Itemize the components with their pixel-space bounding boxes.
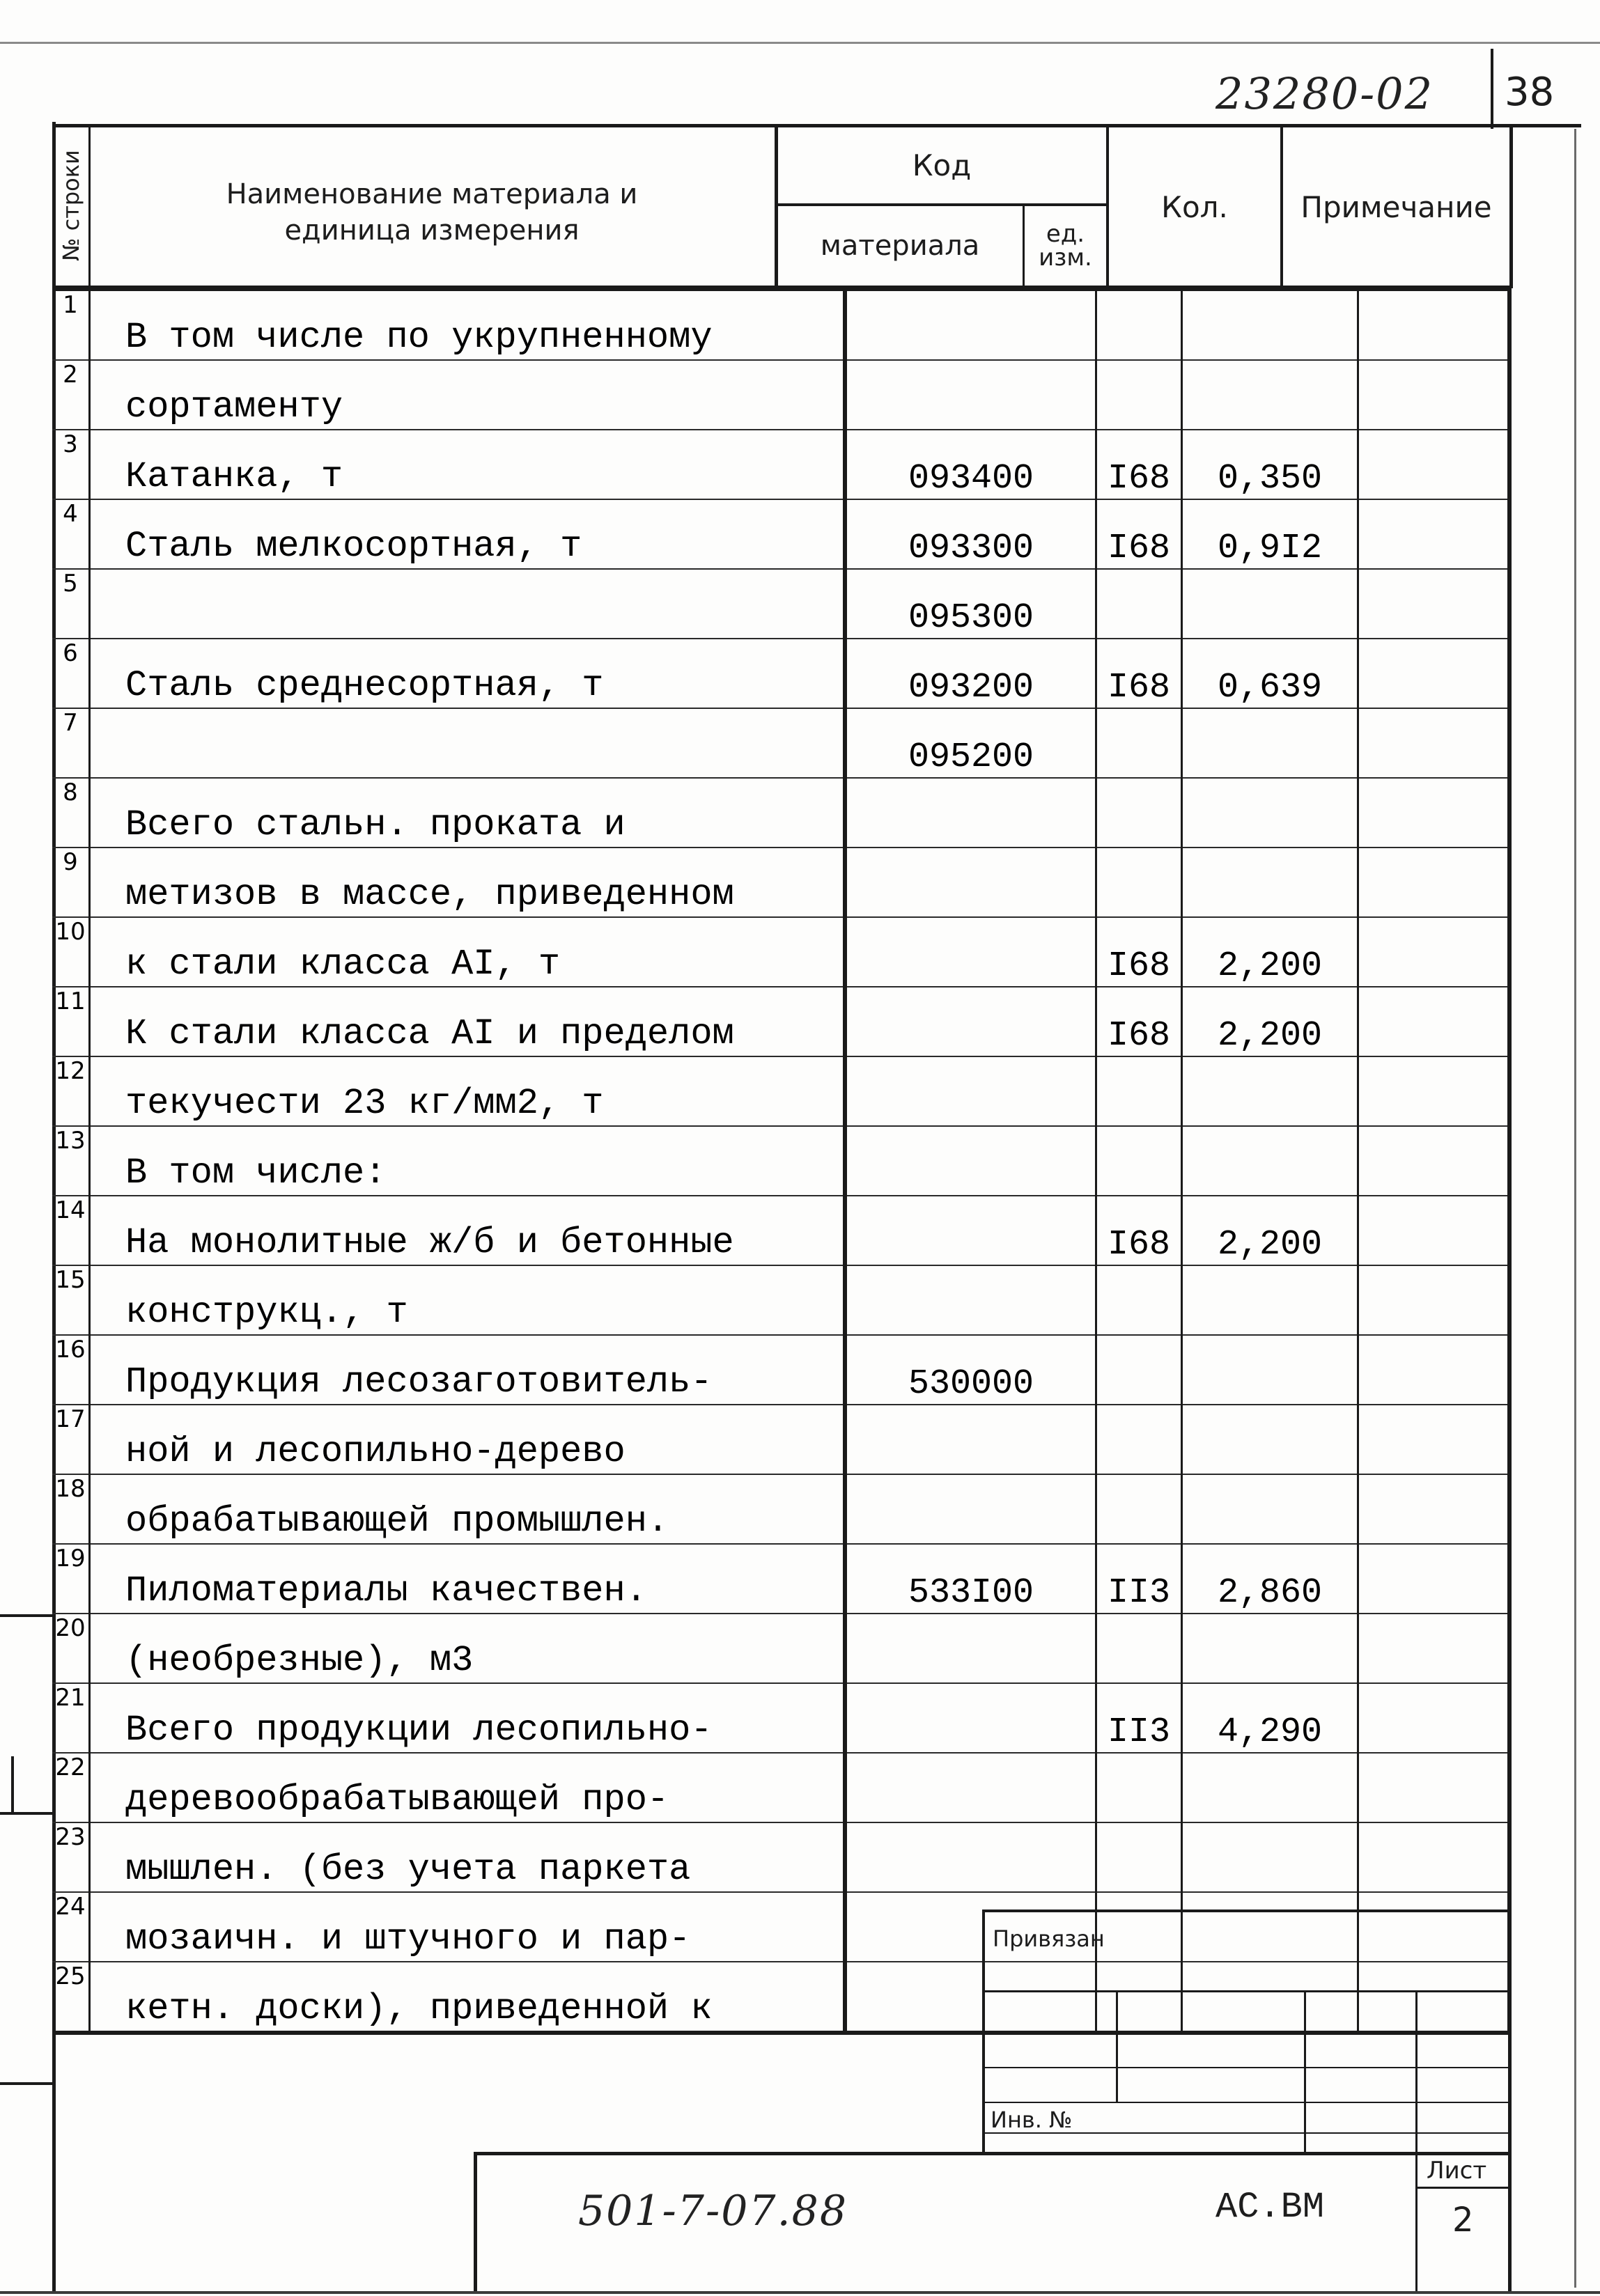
unit-code-cell xyxy=(1096,1405,1182,1474)
stamp-vline-1 xyxy=(1116,1992,1118,2103)
material-name-cell: В том числе по укрупненному xyxy=(90,290,846,360)
unit-code-cell: I68 xyxy=(1096,987,1182,1056)
quantity-cell xyxy=(1182,848,1358,917)
note-cell xyxy=(1358,430,1510,499)
stamp-rule-3 xyxy=(984,2067,1512,2068)
main-stamp-left-line xyxy=(474,2152,477,2291)
quantity-cell xyxy=(1182,1056,1358,1126)
material-name-cell xyxy=(90,708,846,778)
table-row xyxy=(52,430,1509,499)
material-name-cell: Катанка, т xyxy=(90,430,846,499)
row-number-cell: 14 xyxy=(52,1196,90,1265)
note-cell xyxy=(1358,639,1510,708)
note-cell xyxy=(1358,290,1510,360)
note-cell xyxy=(1358,569,1510,639)
sheet-cell-rule xyxy=(1415,2187,1512,2189)
quantity-cell: 0,639 xyxy=(1182,639,1358,708)
material-code-cell xyxy=(845,1614,1096,1683)
quantity-cell xyxy=(1182,1335,1358,1405)
material-name-cell: мышлен. (без учета паркета xyxy=(90,1822,846,1892)
material-code-cell xyxy=(845,1265,1096,1335)
quantity-cell: 0,9I2 xyxy=(1182,499,1358,569)
unit-code-cell: I68 xyxy=(1096,917,1182,987)
quantity-cell: 2,200 xyxy=(1182,1196,1358,1265)
unit-code-cell xyxy=(1096,569,1182,639)
quantity-cell xyxy=(1182,1753,1358,1822)
table-row xyxy=(52,1614,1509,1683)
stamp-rule-4 xyxy=(984,2102,1512,2103)
note-cell xyxy=(1358,1892,1510,1962)
row-number-cell: 16 xyxy=(52,1335,90,1405)
note-cell xyxy=(1358,1962,1510,2033)
row-number-cell: 6 xyxy=(52,639,90,708)
name-column-header: Наименование материала и единица измерения xyxy=(226,178,638,247)
table-row xyxy=(52,1405,1509,1474)
unit-code-cell xyxy=(1096,1265,1182,1335)
material-code-cell xyxy=(845,778,1096,848)
table-row xyxy=(52,1265,1509,1335)
code-column-header: Код xyxy=(912,148,972,182)
note-cell xyxy=(1358,1265,1510,1335)
note-cell xyxy=(1358,1544,1510,1614)
material-code-cell xyxy=(845,1753,1096,1822)
hdr-vline-6 xyxy=(1509,124,1513,288)
quantity-cell xyxy=(1182,1892,1358,1962)
quantity-cell xyxy=(1182,1265,1358,1335)
hdr-vline-1 xyxy=(88,124,91,288)
unit-code-cell: I68 xyxy=(1096,430,1182,499)
drawing-mark: АС.ВМ xyxy=(1215,2187,1325,2228)
material-name-cell: (необрезные), м3 xyxy=(90,1614,846,1683)
material-code-cell: 533I00 xyxy=(845,1544,1096,1614)
row-number-cell: 12 xyxy=(52,1056,90,1126)
material-code-cell xyxy=(845,1683,1096,1753)
unit-code-cell xyxy=(1096,1962,1182,2033)
row-number-cell: 15 xyxy=(52,1265,90,1335)
note-header: Примечание xyxy=(1300,190,1492,224)
material-code-cell xyxy=(845,848,1096,917)
page-number: 38 xyxy=(1505,70,1555,115)
table-row xyxy=(52,1474,1509,1544)
table-row xyxy=(52,1544,1509,1614)
stamp-right-line xyxy=(1508,1873,1512,2291)
row-number-cell: 8 xyxy=(52,778,90,848)
table-row xyxy=(52,708,1509,778)
top-frame-line xyxy=(0,42,1600,44)
margin-tick-3 xyxy=(0,2082,54,2085)
material-code-cell xyxy=(845,290,1096,360)
unit-code-cell xyxy=(1096,1822,1182,1892)
note-cell xyxy=(1358,778,1510,848)
material-code-cell xyxy=(845,1196,1096,1265)
stamp-rule-2 xyxy=(984,2032,1512,2033)
quantity-cell xyxy=(1182,1126,1358,1196)
stamp-rule-1 xyxy=(984,1990,1512,1992)
unit-code-cell xyxy=(1096,1056,1182,1126)
note-cell xyxy=(1358,360,1510,430)
note-cell xyxy=(1358,1056,1510,1126)
material-name-cell: метизов в массе, приведенном xyxy=(90,848,846,917)
material-name-cell: Продукция лесозаготовитель- xyxy=(90,1335,846,1405)
row-number-cell: 3 xyxy=(52,430,90,499)
material-name-cell: мозаичн. и штучного и пар- xyxy=(90,1892,846,1962)
materials-table-body xyxy=(52,290,1509,2033)
material-name-cell: На монолитные ж/б и бетонные xyxy=(90,1196,846,1265)
material-code-cell: 093400 xyxy=(845,430,1096,499)
table-row xyxy=(52,360,1509,430)
quantity-cell: 2,200 xyxy=(1182,987,1358,1056)
material-name-cell: Всего стальн. проката и xyxy=(90,778,846,848)
row-number-cell: 5 xyxy=(52,569,90,639)
note-cell xyxy=(1358,1405,1510,1474)
table-row xyxy=(52,917,1509,987)
material-code-cell: 095300 xyxy=(845,569,1096,639)
row-number-cell: 9 xyxy=(52,848,90,917)
material-code-cell xyxy=(845,1962,1096,2033)
unit-code-cell: II3 xyxy=(1096,1683,1182,1753)
row-number-cell: 20 xyxy=(52,1614,90,1683)
document-number: 23280-02 xyxy=(1215,68,1434,119)
table-row xyxy=(52,290,1509,360)
project-code: 501-7-07.88 xyxy=(578,2187,848,2235)
quantity-cell: 2,200 xyxy=(1182,917,1358,987)
stamp-vline-2 xyxy=(1304,1992,1306,2152)
row-number-cell: 10 xyxy=(52,917,90,987)
quantity-cell xyxy=(1182,778,1358,848)
material-name-cell: Всего продукции лесопильно- xyxy=(90,1683,846,1753)
row-number-cell: 24 xyxy=(52,1892,90,1962)
row-number-cell: 18 xyxy=(52,1474,90,1544)
quantity-cell xyxy=(1182,569,1358,639)
material-name-cell: конструкц., т xyxy=(90,1265,846,1335)
quantity-cell xyxy=(1182,290,1358,360)
page-number-divider xyxy=(1491,49,1493,129)
quantity-cell xyxy=(1182,1962,1358,2033)
note-cell xyxy=(1358,499,1510,569)
note-cell xyxy=(1358,1474,1510,1544)
row-number-header: № строки xyxy=(58,150,85,261)
margin-tick-1 xyxy=(0,1614,54,1617)
quantity-cell xyxy=(1182,1405,1358,1474)
material-code-cell xyxy=(845,917,1096,987)
material-code-cell xyxy=(845,1056,1096,1126)
attached-label: Привязан xyxy=(993,1926,1105,1952)
unit-code-cell xyxy=(1096,1126,1182,1196)
table-row xyxy=(52,1892,1509,1962)
table-row xyxy=(52,1683,1509,1753)
table-row xyxy=(52,1056,1509,1126)
material-name-cell: кетн. доски), приведенной к xyxy=(90,1962,846,2033)
material-name-cell: Сталь среднесортная, т xyxy=(90,639,846,708)
margin-tick-vertical xyxy=(11,1756,14,1813)
quantity-cell: 4,290 xyxy=(1182,1683,1358,1753)
row-number-cell: 7 xyxy=(52,708,90,778)
quantity-cell xyxy=(1182,1474,1358,1544)
material-code-cell: 093200 xyxy=(845,639,1096,708)
unit-header: ед. изм. xyxy=(1039,220,1092,272)
material-code-cell xyxy=(845,1405,1096,1474)
table-row xyxy=(52,778,1509,848)
row-number-cell: 17 xyxy=(52,1405,90,1474)
unit-code-cell: II3 xyxy=(1096,1544,1182,1614)
unit-code-cell: I68 xyxy=(1096,1196,1182,1265)
material-name-cell: сортаменту xyxy=(90,360,846,430)
row-number-cell: 23 xyxy=(52,1822,90,1892)
unit-code-cell xyxy=(1096,708,1182,778)
table-row xyxy=(52,987,1509,1056)
row-number-cell: 13 xyxy=(52,1126,90,1196)
row-number-cell: 19 xyxy=(52,1544,90,1614)
table-row xyxy=(52,1753,1509,1822)
table-row xyxy=(52,639,1509,708)
unit-code-cell xyxy=(1096,1753,1182,1822)
unit-code-cell xyxy=(1096,1614,1182,1683)
header-top-rule xyxy=(52,124,1581,127)
quantity-cell: 0,350 xyxy=(1182,430,1358,499)
right-frame-line xyxy=(1574,129,1576,2288)
material-name-cell: текучести 23 кг/мм2, т xyxy=(90,1056,846,1126)
material-name-cell: деревообрабатывающей про- xyxy=(90,1753,846,1822)
bottom-frame-line xyxy=(0,2291,1600,2294)
material-code-cell: 093300 xyxy=(845,499,1096,569)
material-code-header: материала xyxy=(820,230,980,262)
unit-code-cell xyxy=(1096,290,1182,360)
table-row xyxy=(52,569,1509,639)
row-number-cell: 1 xyxy=(52,290,90,360)
unit-code-cell xyxy=(1096,360,1182,430)
material-name-cell: Пиломатериалы качествен. xyxy=(90,1544,846,1614)
note-cell xyxy=(1358,1822,1510,1892)
quantity-cell: 2,860 xyxy=(1182,1544,1358,1614)
note-cell xyxy=(1358,1335,1510,1405)
sheet-number: 2 xyxy=(1452,2201,1474,2240)
material-code-cell: 095200 xyxy=(845,708,1096,778)
row-number-cell: 11 xyxy=(52,987,90,1056)
row-number-cell: 4 xyxy=(52,499,90,569)
row-number-cell: 22 xyxy=(52,1753,90,1822)
stamp-vline-3 xyxy=(1415,1992,1418,2291)
material-code-cell xyxy=(845,1822,1096,1892)
unit-code-cell: I68 xyxy=(1096,639,1182,708)
note-cell xyxy=(1358,1196,1510,1265)
unit-code-cell: I68 xyxy=(1096,499,1182,569)
row-number-cell: 2 xyxy=(52,360,90,430)
note-cell xyxy=(1358,1683,1510,1753)
sheet-label: Лист xyxy=(1427,2157,1487,2185)
note-cell xyxy=(1358,1753,1510,1822)
material-code-cell xyxy=(845,987,1096,1056)
note-cell xyxy=(1358,917,1510,987)
materials-table xyxy=(52,288,1512,2035)
unit-code-cell xyxy=(1096,1474,1182,1544)
stamp-top-rule xyxy=(984,1910,1512,1912)
unit-code-cell xyxy=(1096,848,1182,917)
material-code-cell: 530000 xyxy=(845,1335,1096,1405)
row-number-cell: 21 xyxy=(52,1683,90,1753)
table-row xyxy=(52,1822,1509,1892)
note-cell xyxy=(1358,987,1510,1056)
unit-code-cell xyxy=(1096,1892,1182,1962)
unit-code-cell xyxy=(1096,778,1182,848)
quantity-cell xyxy=(1182,1614,1358,1683)
material-name-cell: Сталь мелкосортная, т xyxy=(90,499,846,569)
table-row xyxy=(52,499,1509,569)
material-name-cell: к стали класса AI, т xyxy=(90,917,846,987)
table-row xyxy=(52,1962,1509,2033)
material-name-cell: К стали класса AI и пределом xyxy=(90,987,846,1056)
material-code-cell xyxy=(845,360,1096,430)
inventory-number-label: Инв. № xyxy=(991,2107,1073,2133)
material-name-cell xyxy=(90,569,846,639)
material-code-cell xyxy=(845,1474,1096,1544)
row-number-cell: 25 xyxy=(52,1962,90,2033)
material-name-cell: В том числе: xyxy=(90,1126,846,1196)
quantity-header: Кол. xyxy=(1161,190,1228,224)
material-name-cell: ной и лесопильно-дерево xyxy=(90,1405,846,1474)
hdr-code-hrule xyxy=(775,203,1108,206)
note-cell xyxy=(1358,1614,1510,1683)
margin-tick-2 xyxy=(0,1812,54,1815)
stamp-left-line xyxy=(982,1910,985,2153)
material-name-cell: обрабатывающей промышлен. xyxy=(90,1474,846,1544)
table-row xyxy=(52,1335,1509,1405)
material-code-cell xyxy=(845,1126,1096,1196)
quantity-cell xyxy=(1182,1822,1358,1892)
quantity-cell xyxy=(1182,360,1358,430)
note-cell xyxy=(1358,708,1510,778)
quantity-cell xyxy=(1182,708,1358,778)
note-cell xyxy=(1358,848,1510,917)
table-row xyxy=(52,848,1509,917)
table-row xyxy=(52,1196,1509,1265)
note-cell xyxy=(1358,1126,1510,1196)
main-stamp-top-rule xyxy=(474,2152,1512,2155)
unit-code-cell xyxy=(1096,1335,1182,1405)
table-row xyxy=(52,1126,1509,1196)
